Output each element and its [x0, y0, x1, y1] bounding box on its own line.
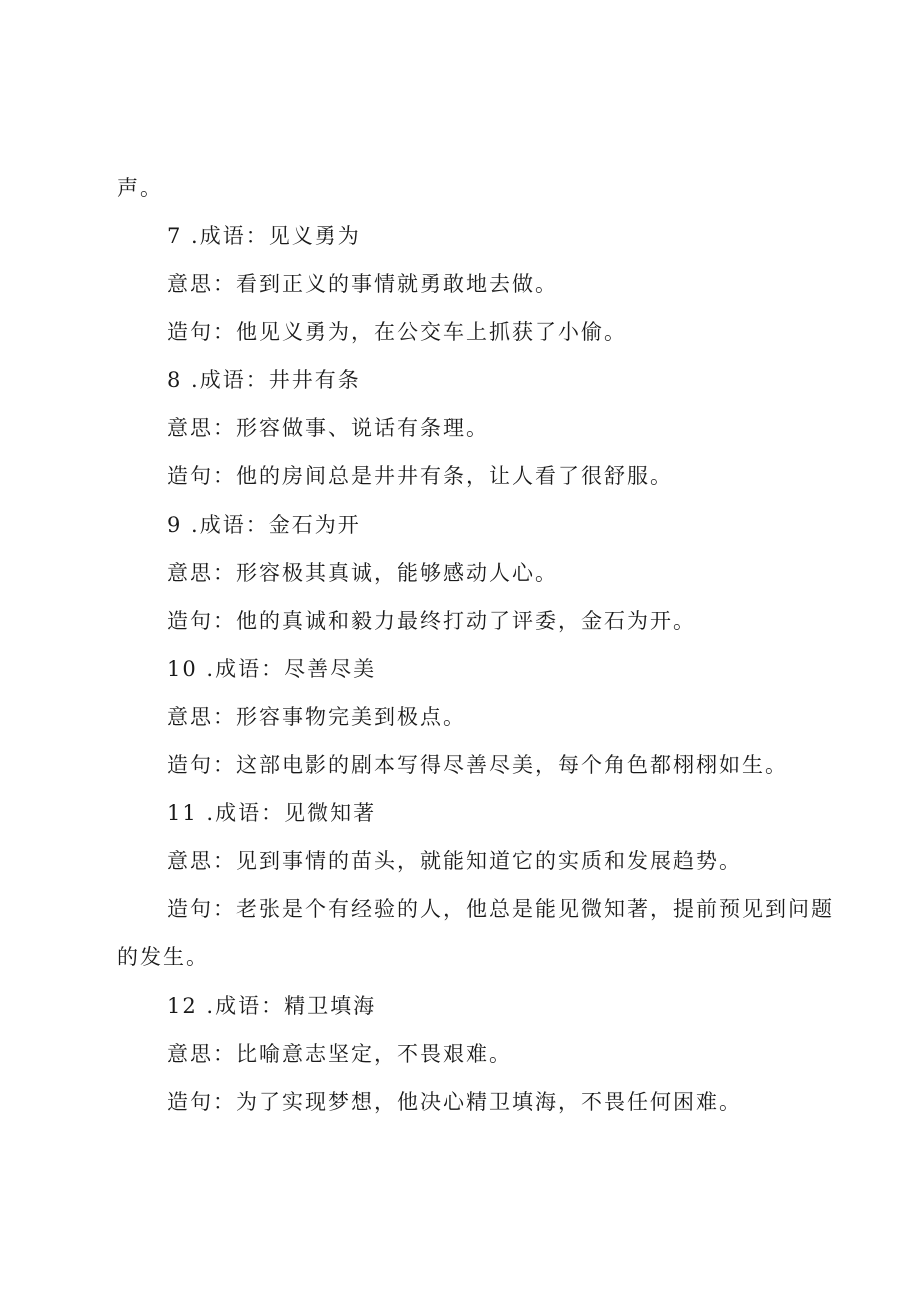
meaning-8: 意思：形容做事、说话有条理。: [167, 416, 489, 440]
meaning-9: 意思：形容极其真诚，能够感动人心。: [167, 561, 558, 585]
example-7: 造句：他见义勇为，在公交车上抓获了小偷。: [167, 320, 627, 344]
meaning-7: 意思：看到正义的事情就勇敢地去做。: [167, 272, 558, 296]
idiom-heading-9: 9 .成语：金石为开: [167, 513, 361, 537]
example-12: 造句：为了实现梦想，他决心精卫填海，不畏任何困难。: [167, 1090, 742, 1114]
meaning-11: 意思：见到事情的苗头，就能知道它的实质和发展趋势。: [167, 849, 742, 873]
continued-line: 声。: [117, 176, 163, 200]
example-8: 造句：他的房间总是井井有条，让人看了很舒服。: [167, 464, 673, 488]
idiom-heading-7: 7 .成语：见义勇为: [167, 224, 361, 248]
example-10: 造句：这部电影的剧本写得尽善尽美，每个角色都栩栩如生。: [167, 753, 788, 777]
example-11: 造句：老张是个有经验的人，他总是能见微知著，提前预见到问题: [167, 897, 834, 921]
example-9: 造句：他的真诚和毅力最终打动了评委，金石为开。: [167, 609, 696, 633]
idiom-heading-8: 8 .成语：井井有条: [167, 368, 361, 392]
meaning-10: 意思：形容事物完美到极点。: [167, 705, 466, 729]
idiom-heading-10: 10 .成语：尽善尽美: [167, 657, 377, 681]
idiom-heading-11: 11 .成语：见微知著: [167, 801, 377, 825]
idiom-heading-12: 12 .成语：精卫填海: [167, 994, 377, 1018]
meaning-12: 意思：比喻意志坚定，不畏艰难。: [167, 1042, 512, 1066]
example-11-cont: 的发生。: [117, 945, 209, 969]
